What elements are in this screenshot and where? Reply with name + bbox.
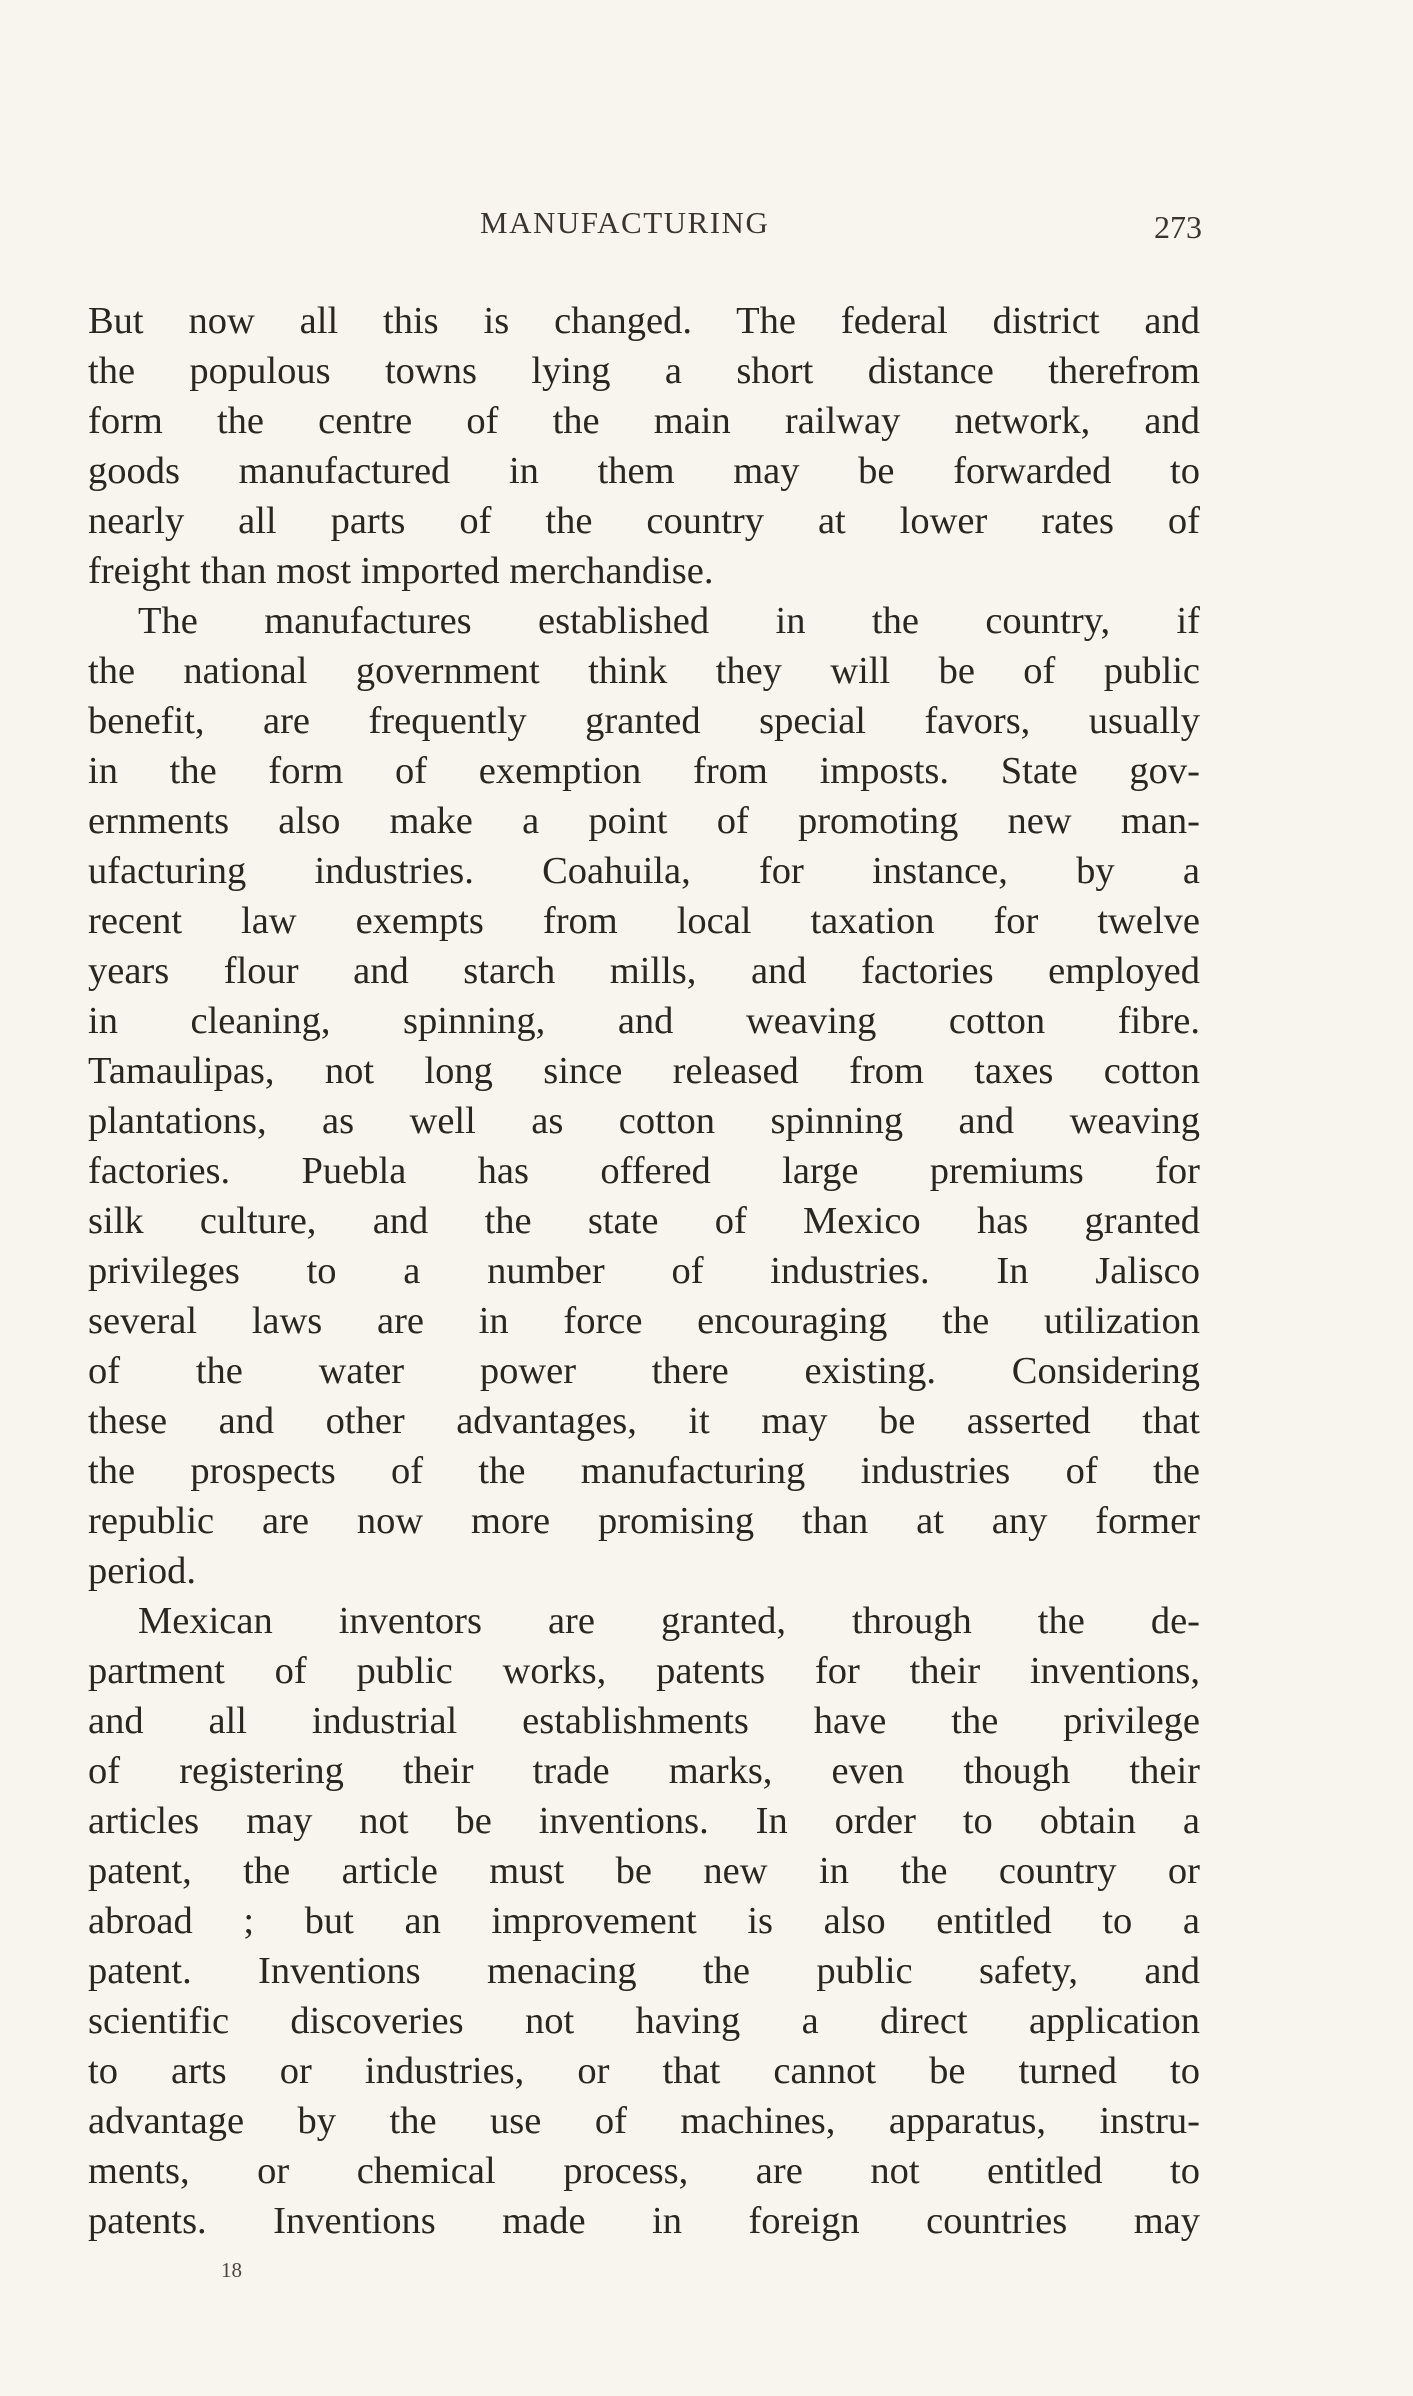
text-line: advantage by the use of machines, apparatus, instru- [88, 2100, 1200, 2142]
text-line: patent, the article must be new in the country or [88, 1850, 1200, 1892]
text-line: recent law exempts from local taxation for twelve [88, 900, 1200, 942]
text-line: in cleaning, spinning, and weaving cotton fibre. [88, 1000, 1200, 1042]
text-line: freight than most imported merchandise. [88, 550, 714, 592]
page-number: 273 [1154, 209, 1202, 245]
text-line: privileges to a number of industries. In Jalisco [88, 1250, 1200, 1292]
text-line: republic are now more promising than at any former [88, 1500, 1200, 1542]
text-line: patents. Inventions made in foreign countries may [88, 2200, 1200, 2242]
text-line: the prospects of the manufacturing industries of the [88, 1450, 1200, 1492]
signature-mark: 18 [221, 2258, 242, 2282]
text-line: and all industrial establishments have the privilege [88, 1700, 1200, 1742]
text-line: abroad ; but an improvement is also entitled to a [88, 1900, 1200, 1942]
text-line: Mexican inventors are granted, through the de- [138, 1600, 1200, 1642]
text-line: patent. Inventions menacing the public safety, and [88, 1950, 1200, 1992]
text-line: the populous towns lying a short distance therefrom [88, 350, 1200, 392]
body-text [88, 296, 1200, 2246]
text-line: benefit, are frequently granted special favors, usually [88, 700, 1200, 742]
text-line: ernments also make a point of promoting new man- [88, 800, 1200, 842]
text-line: plantations, as well as cotton spinning and weaving [88, 1100, 1200, 1142]
text-line: several laws are in force encouraging the utilization [88, 1300, 1200, 1342]
text-line: The manufactures established in the country, if [138, 600, 1200, 642]
text-line: Tamaulipas, not long since released from taxes cotton [88, 1050, 1200, 1092]
text-line: But now all this is changed. The federal district and [88, 300, 1200, 342]
text-line: partment of public works, patents for their inventions, [88, 1650, 1200, 1692]
text-line: form the centre of the main railway network, and [88, 400, 1200, 442]
text-line: scientific discoveries not having a direct application [88, 2000, 1200, 2042]
text-line: of registering their trade marks, even though their [88, 1750, 1200, 1792]
text-line: factories. Puebla has offered large premiums for [88, 1150, 1200, 1192]
chapter-title: MANUFACTURING [480, 205, 770, 240]
text-line: to arts or industries, or that cannot be turned to [88, 2050, 1200, 2092]
text-line: of the water power there existing. Considering [88, 1350, 1200, 1392]
text-line: period. [88, 1550, 196, 1592]
text-line: years flour and starch mills, and factories employed [88, 950, 1200, 992]
text-line: ments, or chemical process, are not entitled to [88, 2150, 1200, 2192]
text-line: these and other advantages, it may be asserted that [88, 1400, 1200, 1442]
text-line: silk culture, and the state of Mexico has granted [88, 1200, 1200, 1242]
text-line: the national government think they will be of public [88, 650, 1200, 692]
text-line: ufacturing industries. Coahuila, for instance, by a [88, 850, 1200, 892]
text-line: nearly all parts of the country at lower rates of [88, 500, 1200, 542]
running-head [88, 205, 1200, 245]
text-line: in the form of exemption from imposts. State gov- [88, 750, 1200, 792]
text-line: goods manufactured in them may be forwarded to [88, 450, 1200, 492]
text-line: articles may not be inventions. In order to obtain a [88, 1800, 1200, 1842]
